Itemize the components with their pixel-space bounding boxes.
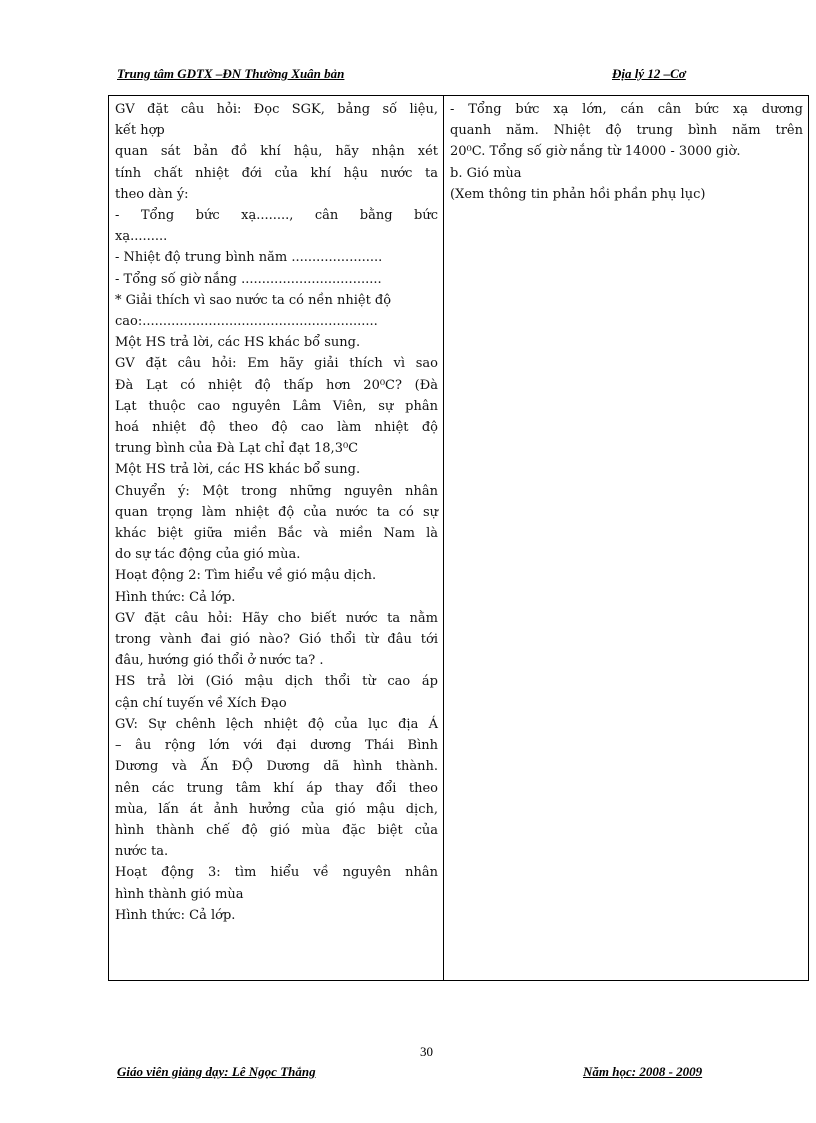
- right-line: quanh năm. Nhiệt độ trung bình năm trên: [450, 123, 803, 139]
- header-school: Trung tâm GDTX –ĐN Thường Xuân bản: [117, 66, 345, 81]
- left-line: cận chí tuyến về Xích Đạo: [115, 695, 287, 711]
- left-line: kết hợp: [115, 123, 165, 139]
- left-line: hình thành chế độ gió mùa đặc biệt của: [115, 822, 438, 838]
- left-line: mùa, lấn át ảnh hưởng của gió mậu dịch,: [115, 801, 438, 817]
- left-line: nước ta.: [115, 844, 169, 860]
- left-line: Đà Lạt có nhiệt độ thấp hơn 20⁰C? (Đà: [115, 377, 438, 393]
- right-line: 20⁰C. Tổng số giờ nắng từ 14000 - 3000 giờ.: [450, 144, 741, 160]
- left-line: Dương và Ấn ĐỘ Dương dã hình thành.: [115, 759, 438, 775]
- left-line: GV đặt câu hỏi: Em hãy giải thích vì sao: [115, 356, 438, 372]
- left-line: Chuyển ý: Một trong những nguyên nhân: [115, 483, 438, 499]
- left-line: GV đặt câu hỏi: Hãy cho biết nước ta nằm: [115, 610, 438, 626]
- lesson-table: [108, 95, 809, 981]
- left-line: theo dàn ý:: [115, 186, 189, 202]
- left-line: - Tổng số giờ nắng ..................................: [115, 271, 382, 287]
- left-line: Một HS trả lời, các HS khác bổ sung.: [115, 462, 361, 478]
- left-line: tính chất nhiệt đới của khí hậu nước ta: [115, 165, 438, 181]
- left-line: Hoạt động 2: Tìm hiểu về gió mậu dịch.: [115, 568, 377, 584]
- left-line: đâu, hướng gió thổi ở nước ta? .: [115, 653, 324, 669]
- left-line: - Tổng bức xạ........, cân bằng bức: [115, 208, 438, 224]
- left-line: trung bình của Đà Lạt chỉ đạt 18,3⁰C: [115, 441, 359, 457]
- left-line: - Nhiệt độ trung bình năm ......................: [115, 250, 383, 266]
- left-line: do sự tác động của gió mùa.: [115, 547, 301, 563]
- left-line: cao:.........................................................: [115, 314, 378, 330]
- left-line: * Giải thích vì sao nước ta có nền nhiệt độ: [115, 292, 392, 308]
- header-subject: Địa lý 12 –Cơ: [612, 66, 686, 81]
- left-line: trong vành đai gió nào? Gió thổi từ đâu tới: [115, 632, 438, 648]
- left-line: nên các trung tâm khí áp thay đổi theo: [115, 780, 438, 796]
- left-line: GV đặt câu hỏi: Đọc SGK, bảng số liệu,: [115, 102, 438, 117]
- left-line: Một HS trả lời, các HS khác bổ sung.: [115, 335, 361, 351]
- left-line: Hình thức: Cả lớp.: [115, 907, 236, 923]
- right-line: - Tổng bức xạ lớn, cán cân bức xạ dương: [450, 102, 803, 117]
- left-line: HS trả lời (Gió mậu dịch thổi từ cao áp: [115, 674, 438, 690]
- footer-school-year: Năm học: 2008 - 2009: [583, 1064, 703, 1079]
- left-line: hình thành gió mùa: [115, 886, 244, 902]
- left-line: xạ.........: [115, 229, 168, 245]
- right-line: b. Gió mùa: [450, 165, 522, 181]
- left-line: khác biệt giữa miền Bắc và miền Nam là: [115, 526, 438, 542]
- left-line: Lạt thuộc cao nguyên Lâm Viên, sự phân: [115, 398, 438, 414]
- right-line: (Xem thông tin phản hồi phần phụ lục): [450, 186, 706, 202]
- left-line: hoá nhiệt độ theo độ cao làm nhiệt độ: [115, 420, 438, 436]
- teacher-activities-column: [109, 96, 444, 980]
- left-line: Hình thức: Cả lớp.: [115, 589, 236, 605]
- left-line: GV: Sự chênh lệch nhiệt độ của lục địa Á: [115, 716, 438, 732]
- left-line: quan trọng làm nhiệt độ của nước ta có sự: [115, 504, 438, 520]
- footer-teacher: Giáo viên giảng dạy: Lê Ngọc Thắng: [117, 1064, 316, 1079]
- page-number: 30: [420, 1044, 433, 1059]
- left-line: Hoạt động 3: tìm hiểu về nguyên nhân: [115, 865, 438, 881]
- left-line: quan sát bản đồ khí hậu, hãy nhận xét: [115, 144, 438, 160]
- content-column: [444, 96, 808, 980]
- left-line: – âu rộng lớn với đại dương Thái Bình: [115, 738, 438, 754]
